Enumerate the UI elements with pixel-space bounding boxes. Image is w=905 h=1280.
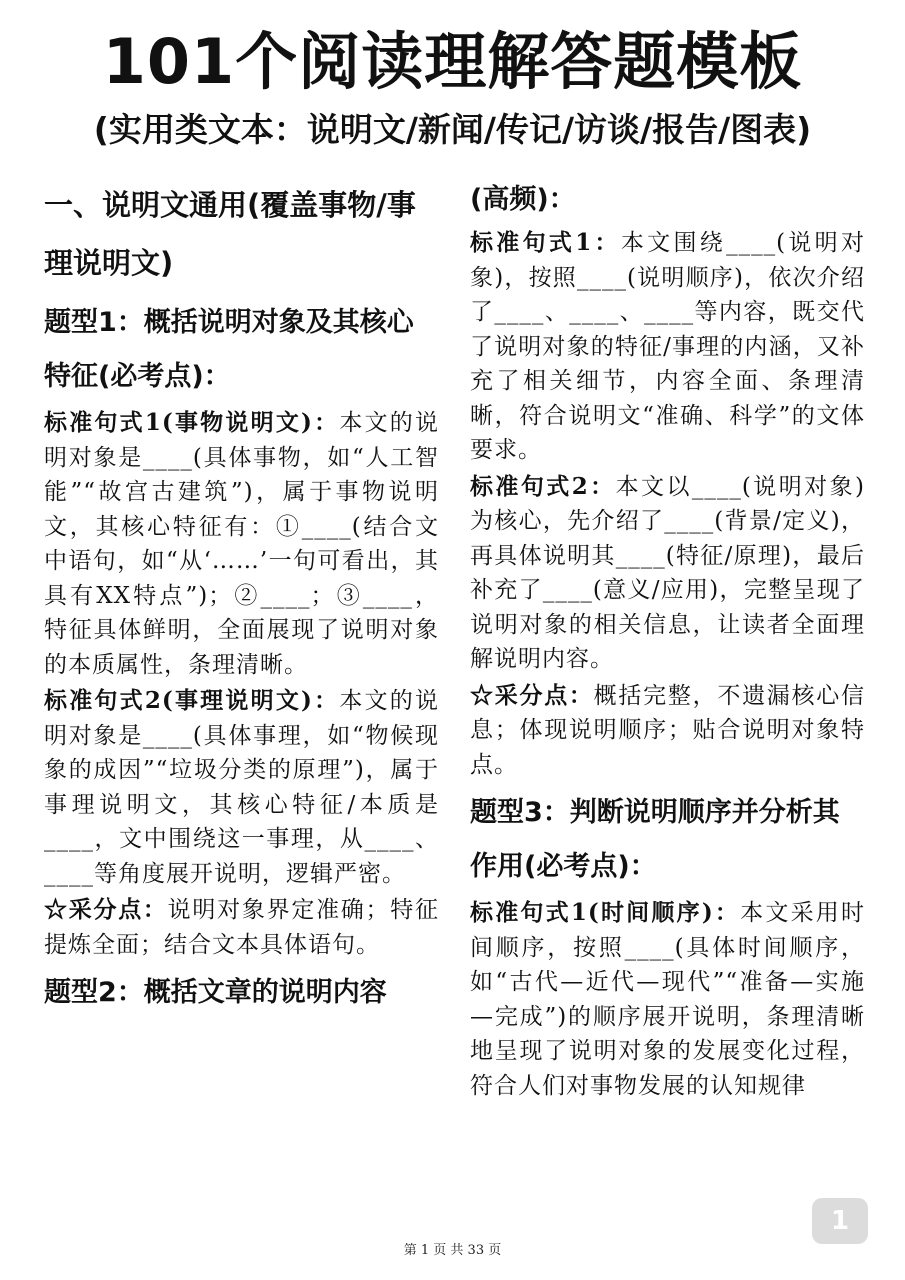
scoring-lead: ☆采分点： — [470, 681, 594, 709]
pattern-lead: 标准句式1(时间顺序)： — [470, 899, 741, 926]
scoring-body: 说明对象界定准确；特征提炼全面；结合文本具体语句。 — [44, 897, 440, 958]
type2-pattern-1 — [470, 226, 865, 468]
pattern-lead: 标准句式2(事理说明文)： — [44, 687, 340, 714]
page-number-badge[interactable]: 1 — [812, 1198, 868, 1244]
question-type-1-heading: 题型1：概括说明对象及其核心特征(必考点)： — [44, 307, 414, 392]
section-heading: 一、说明文通用(覆盖事物/事理说明文) — [44, 188, 416, 280]
pattern-body: 本文的说明对象是____(具体事物，如“人工智能”“故宫古建筑”)，属于事物说明文，其核心特征有：①____(结合文中语句，如“从‘……’一句可看出，其具有XX特点”)；②____；③____，特征具体鲜明，全面展现了说明对象的本质属性，条理清晰。 — [44, 410, 439, 678]
pattern-body: 本文以____(说明对象)为核心，先介绍了____(背景/定义)，再具体说明其____(特征/原理)，最后补充了____(意义/应用)，完整呈现了说明对象的相关信息，让读者全面理解说明内容。 — [470, 473, 865, 672]
scoring-body: 概括完整，不遗漏核心信息；体现说明顺序；贴合说明对象特点。 — [470, 682, 866, 778]
question-type-3-heading: 题型3：判断说明顺序并分析其作用(必考点)： — [470, 797, 840, 882]
type2-pattern-2 — [470, 470, 865, 677]
type1-pattern-1 — [44, 406, 439, 682]
document-subtitle: (实用类文本：说明文/新闻/传记/访谈/报告/图表) — [93, 110, 812, 149]
question-type-2-heading: 题型2：概括文章的说明内容 — [44, 977, 387, 1008]
type1-scoring-points — [44, 893, 439, 962]
pattern-body: 本文采用时间顺序，按照____(具体时间顺序，如“古代—近代—现代”“准备—实施—完成”)的顺序展开说明，条理清晰地呈现了说明对象的发展变化过程，符合人们对事物发展的认知规律 — [470, 900, 865, 1099]
pattern-lead: 标准句式1(事物说明文)： — [44, 409, 340, 436]
scoring-lead: ☆采分点： — [44, 896, 168, 923]
page-footer: 第 1 页 共 33 页 — [403, 1243, 502, 1258]
document-title: 101个阅读理解答题模板 — [102, 25, 803, 98]
type2-scoring-points — [470, 679, 865, 783]
pattern-lead: 标准句式1： — [470, 229, 621, 256]
right-column — [470, 176, 865, 1103]
pattern-body: 本文的说明对象是____(具体事理，如“物候现象的成因”“垃圾分类的原理”)，属于事理说明文，其核心特征/本质是____，文中围绕这一事理，从____、____等角度展开说明，逻辑严密。 — [44, 688, 439, 887]
pattern-body: 本文围绕____(说明对象)，按照____(说明顺序)，依次介绍了____、____、____等内容，既交代了说明对象的特征/事理的内涵，又补充了相关细节，内容全面、条理清晰，符合说明文“准确、科学”的文体要求。 — [470, 230, 865, 463]
pattern-lead: 标准句式2： — [470, 472, 616, 500]
type3-pattern-1 — [470, 896, 865, 1103]
left-column — [44, 176, 439, 1020]
type1-pattern-2 — [44, 684, 439, 891]
question-type-2-heading-cont: (高频)： — [470, 184, 576, 215]
